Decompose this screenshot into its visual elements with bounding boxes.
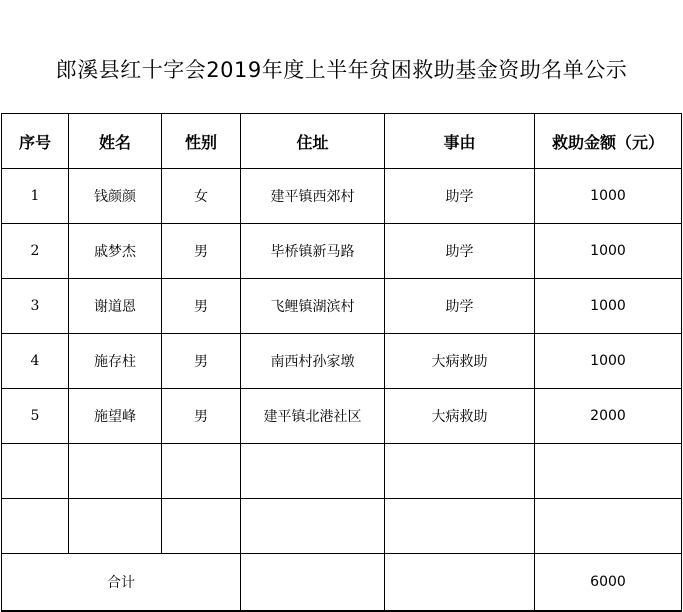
table-row: [2, 224, 682, 279]
cell-gender: 男: [162, 224, 241, 279]
table-row-empty: [2, 444, 682, 499]
cell-seq: 1: [2, 169, 69, 224]
table-header-row: [2, 114, 682, 169]
header-gender: 性别: [162, 114, 241, 169]
table-row-empty: [2, 499, 682, 554]
header-amount: 救助金额（元）: [535, 114, 682, 169]
table-row: [2, 279, 682, 334]
cell-seq: 5: [2, 389, 69, 444]
table-row: [2, 334, 682, 389]
cell-name: 谢道恩: [69, 279, 162, 334]
table-row: [2, 169, 682, 224]
cell-amount: 1000: [535, 224, 682, 279]
cell-name: 施存柱: [69, 334, 162, 389]
cell-gender: 男: [162, 389, 241, 444]
empty-cell: [241, 554, 385, 612]
header-address: 住址: [241, 114, 385, 169]
total-label: 合计: [2, 554, 241, 612]
header-reason: 事由: [385, 114, 535, 169]
empty-cell: [535, 444, 682, 499]
cell-address: 建平镇西郊村: [241, 169, 385, 224]
total-amount: 6000: [535, 554, 682, 612]
cell-address: 飞鲤镇湖滨村: [241, 279, 385, 334]
cell-seq: 3: [2, 279, 69, 334]
cell-reason: 大病救助: [385, 389, 535, 444]
empty-cell: [241, 499, 385, 554]
cell-reason: 助学: [385, 224, 535, 279]
cell-reason: 助学: [385, 279, 535, 334]
document-title: 郎溪县红十字会2019年度上半年贫困救助基金资助名单公示: [55, 58, 628, 82]
cell-amount: 1000: [535, 279, 682, 334]
empty-cell: [385, 444, 535, 499]
header-name: 姓名: [69, 114, 162, 169]
empty-cell: [69, 444, 162, 499]
cell-seq: 2: [2, 224, 69, 279]
aid-recipients-table: [1, 113, 682, 612]
header-seq: 序号: [2, 114, 69, 169]
cell-amount: 2000: [535, 389, 682, 444]
cell-seq: 4: [2, 334, 69, 389]
cell-address: 建平镇北港社区: [241, 389, 385, 444]
cell-address: 南西村孙家墩: [241, 334, 385, 389]
empty-cell: [2, 499, 69, 554]
empty-cell: [535, 499, 682, 554]
empty-cell: [162, 499, 241, 554]
total-row: [2, 554, 682, 612]
empty-cell: [69, 499, 162, 554]
table-row: [2, 389, 682, 444]
cell-reason: 助学: [385, 169, 535, 224]
empty-cell: [162, 444, 241, 499]
cell-name: 钱颜颜: [69, 169, 162, 224]
cell-address: 毕桥镇新马路: [241, 224, 385, 279]
empty-cell: [2, 444, 69, 499]
cell-gender: 男: [162, 279, 241, 334]
cell-name: 戚梦杰: [69, 224, 162, 279]
cell-amount: 1000: [535, 334, 682, 389]
empty-cell: [385, 554, 535, 612]
cell-gender: 女: [162, 169, 241, 224]
cell-amount: 1000: [535, 169, 682, 224]
empty-cell: [385, 499, 535, 554]
empty-cell: [241, 444, 385, 499]
cell-reason: 大病救助: [385, 334, 535, 389]
cell-gender: 男: [162, 334, 241, 389]
cell-name: 施望峰: [69, 389, 162, 444]
